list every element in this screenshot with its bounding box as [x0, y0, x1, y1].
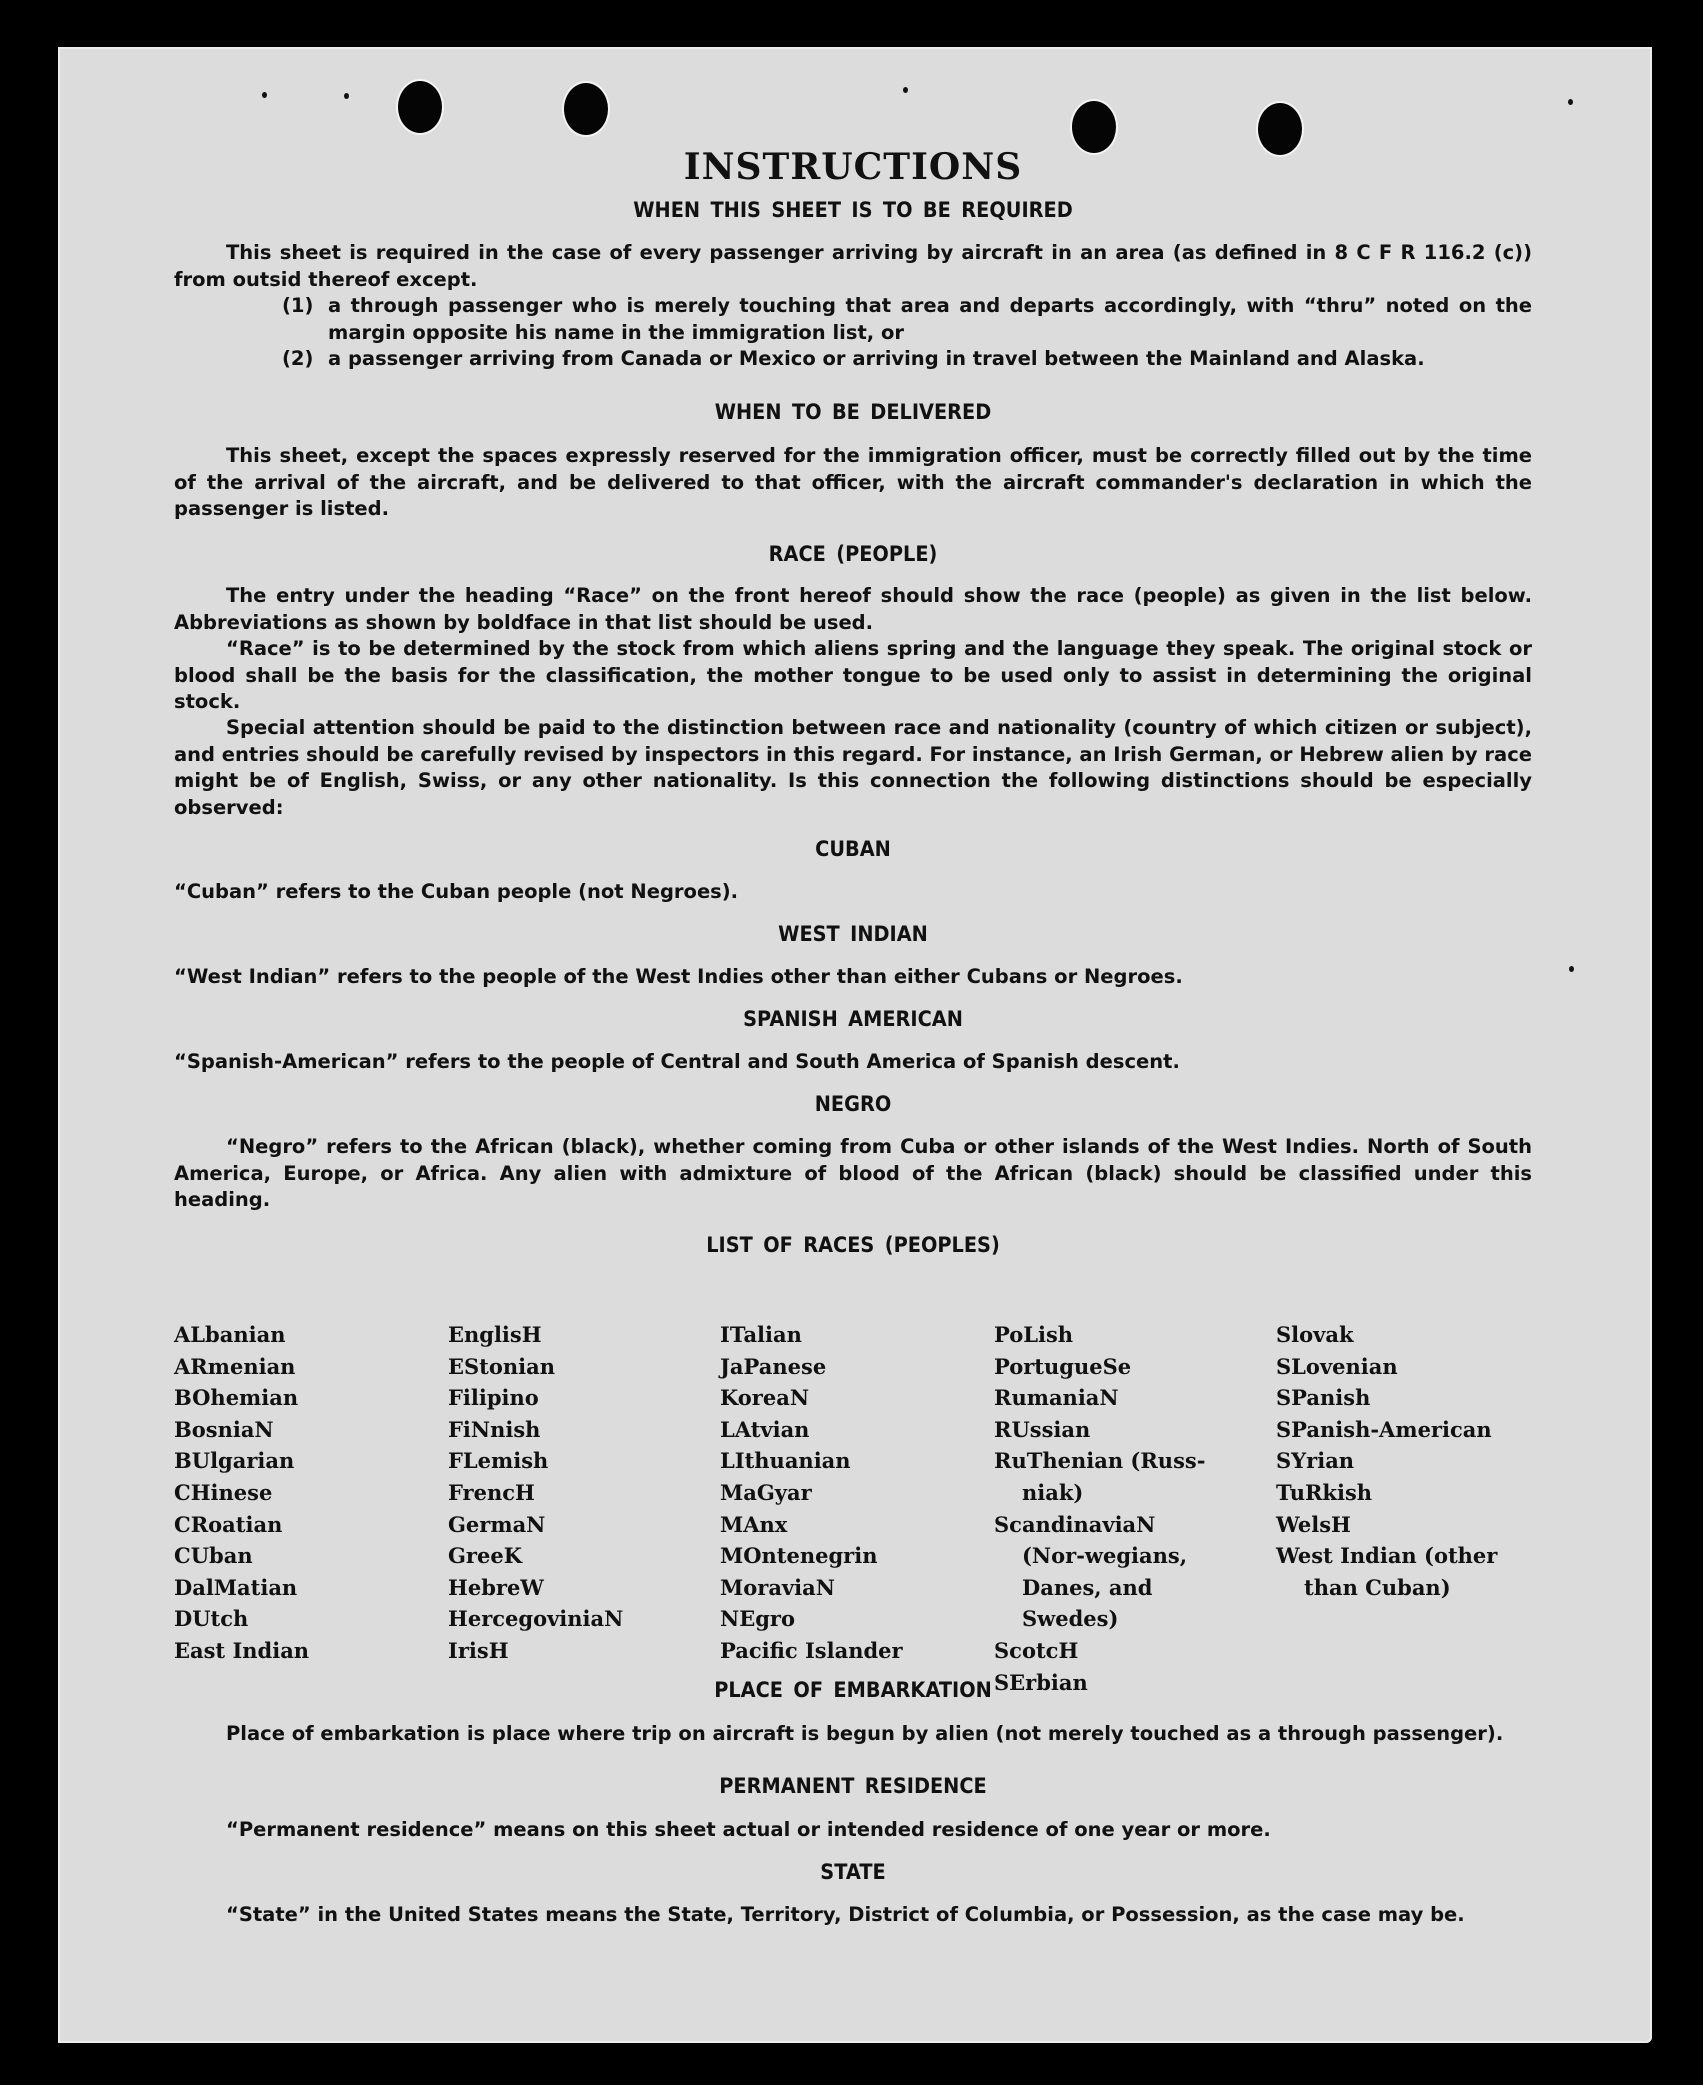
race-entry: SYrian [1276, 1448, 1355, 1474]
race-entry: BosniaN [174, 1416, 274, 1442]
race-entry: RUssian [994, 1416, 1091, 1442]
race-entry: ScandinaviaN (Nor-wegians, Danes, and Swedes) [994, 1511, 1188, 1632]
race-entry: SPanish-American [1276, 1416, 1492, 1442]
section-heading-embarkation: PLACE OF EMBARKATION [714, 1678, 992, 1702]
race-entry: MoraviaN [720, 1574, 835, 1600]
race-entry: PortugueSe [994, 1353, 1132, 1379]
race-entry: JaPanese [720, 1353, 827, 1379]
race-entry: LIthuanian [720, 1448, 851, 1474]
exception-item [174, 346, 1532, 373]
race-entry: GreeK [448, 1543, 522, 1569]
spanish-american-paragraph [174, 1049, 1532, 1076]
exception-text: a through passenger who is merely touching that area and departs accordingly, with “thru” noted on the margin opposite his name in the immigration list, or [328, 294, 1532, 344]
negro-text: “Negro” refers to the African (black), whether coming from Cuba or other islands of the West Indies. North of South America, Europe, or Africa. Any alien with admixture of blood of the African (black) should be classified under this heading. [174, 1135, 1532, 1211]
race-entry: MAnx [720, 1511, 788, 1537]
paper-speck [1569, 966, 1574, 972]
negro-paragraph [174, 1134, 1532, 1214]
section-heading-cuban: CUBAN [815, 837, 891, 861]
race-entry: ALbanian [174, 1322, 286, 1347]
embarkation-paragraph [174, 1721, 1532, 1748]
section-heading-race: RACE (PEOPLE) [768, 542, 938, 566]
section-heading-state: STATE [820, 1860, 886, 1884]
race-entry: DalMatian [174, 1574, 298, 1600]
race-paragraph-text: “Race” is to be determined by the stock from which aliens spring and the language they speak. The original stock or blood shall be the basis for the classification, the mother tongue to be used only to assist in determining the original stock. [174, 637, 1532, 713]
race-entry: RuThenian (Russ-niak) [994, 1448, 1206, 1505]
race-entry: FrencH [448, 1479, 535, 1505]
race-entry: SPanish [1276, 1385, 1371, 1411]
races-column-3 [720, 1319, 903, 1667]
section-heading-negro: NEGRO [814, 1092, 892, 1116]
race-entry: NEgro [720, 1606, 795, 1632]
document-page [58, 47, 1652, 2043]
delivered-text: This sheet, except the spaces expressly reserved for the immigration officer, must be correctly filled out by the time of the arrival of the aircraft, and be delivered to that officer, with the aircraft commander's declaration in which the passenger is listed. [174, 444, 1532, 520]
required-intro [174, 240, 1532, 293]
race-entry: Slovak [1276, 1322, 1354, 1347]
race-entry: ScotcH [994, 1637, 1079, 1663]
race-entry: EnglisH [448, 1322, 542, 1347]
race-entry: HebreW [448, 1574, 544, 1600]
exception-number: (1) [282, 294, 314, 317]
cuban-paragraph [174, 879, 1532, 906]
section-heading-list-of-races: LIST OF RACES (PEOPLES) [706, 1233, 1000, 1257]
paper-speck [903, 87, 908, 93]
race-entry: CUban [174, 1543, 253, 1569]
race-entry: SErbian [994, 1669, 1088, 1695]
race-paragraph-text: Special attention should be paid to the distinction between race and nationality (country of which citizen or subject), and entries should be carefully revised by inspectors in this regard. For instance, an Irish German, or Hebrew alien by race might be of English, Swiss, or any other nationality. Is this connection the following distinctions should be especially observed: [174, 716, 1532, 819]
required-intro-text: This sheet is required in the case of every passenger arriving by aircraft in an area (as defined in 8 C F R 116.2 (c)) from outsid thereof except. [174, 241, 1532, 291]
punch-hole [564, 83, 608, 135]
exception-number: (2) [282, 347, 314, 370]
west-indian-paragraph [174, 964, 1532, 991]
race-entry: ARmenian [174, 1353, 296, 1379]
race-paragraph [174, 715, 1532, 821]
exception-text: a passenger arriving from Canada or Mexico or arriving in travel between the Mainland and Alaska. [328, 347, 1425, 370]
residence-text: “Permanent residence” means on this sheet actual or intended residence of one year or more. [226, 1818, 1271, 1841]
race-entry: East Indian [174, 1637, 310, 1663]
delivered-paragraph [174, 443, 1532, 523]
race-entry: CHinese [174, 1479, 273, 1505]
state-paragraph [174, 1902, 1532, 1929]
race-entry: Pacific Islander [720, 1637, 903, 1663]
races-column-4 [994, 1319, 1214, 1698]
paper-speck [1568, 99, 1573, 105]
race-entry: BOhemian [174, 1385, 299, 1411]
race-paragraph-text: The entry under the heading “Race” on the front hereof should show the race (people) as given in the list below. Abbreviations as shown by boldface in that list should be used. [174, 584, 1532, 634]
races-column-1 [174, 1319, 309, 1667]
race-entry: GermaN [448, 1511, 546, 1537]
race-entry: West Indian (other than Cuban) [1276, 1543, 1498, 1600]
document-title: INSTRUCTIONS [683, 146, 1023, 188]
race-entry: PoLish [994, 1322, 1074, 1347]
west-indian-text: “West Indian” refers to the people of the West Indies other than either Cubans or Negroes. [174, 965, 1183, 988]
race-entry: SLovenian [1276, 1353, 1398, 1379]
cuban-text: “Cuban” refers to the Cuban people (not Negroes). [174, 880, 739, 903]
race-paragraph [174, 636, 1532, 716]
race-entry: BUlgarian [174, 1448, 295, 1474]
embarkation-text: Place of embarkation is place where trip on aircraft is begun by alien (not merely touched as a through passenger). [226, 1722, 1504, 1745]
race-paragraph [174, 583, 1532, 636]
residence-paragraph [174, 1817, 1532, 1844]
punch-hole [1072, 101, 1116, 153]
state-text: “State” in the United States means the State, Territory, District of Columbia, or Possession, as the case may be. [226, 1903, 1465, 1926]
race-entry: Filipino [448, 1385, 539, 1411]
race-entry: MaGyar [720, 1479, 812, 1505]
paper-speck [344, 93, 349, 99]
section-heading-spanish-american: SPANISH AMERICAN [743, 1007, 963, 1031]
race-entry: IrisH [448, 1637, 509, 1663]
paper-speck [262, 92, 267, 98]
race-entry: WelsH [1276, 1511, 1351, 1537]
section-heading-west-indian: WEST INDIAN [778, 922, 928, 946]
race-entry: FLemish [448, 1448, 549, 1474]
race-entry: ITalian [720, 1322, 802, 1347]
race-entry: EStonian [448, 1353, 555, 1379]
race-entry: FiNnish [448, 1416, 541, 1442]
section-heading-required: WHEN THIS SHEET IS TO BE REQUIRED [633, 198, 1073, 222]
section-heading-delivered: WHEN TO BE DELIVERED [714, 400, 992, 424]
race-entry: RumaniaN [994, 1385, 1119, 1411]
exception-item [174, 293, 1532, 346]
race-entry: HercegoviniaN [448, 1606, 624, 1632]
race-entry: TuRkish [1276, 1479, 1373, 1505]
races-column-5 [1276, 1319, 1521, 1603]
race-entry: LAtvian [720, 1416, 810, 1442]
races-column-2 [448, 1319, 623, 1667]
section-heading-residence: PERMANENT RESIDENCE [719, 1774, 987, 1798]
punch-hole [398, 81, 442, 133]
race-entry: MOntenegrin [720, 1543, 878, 1569]
race-entry: KoreaN [720, 1385, 810, 1411]
race-entry: DUtch [174, 1606, 249, 1632]
spanish-american-text: “Spanish-American” refers to the people of Central and South America of Spanish descent. [174, 1050, 1180, 1073]
race-entry: CRoatian [174, 1511, 283, 1537]
